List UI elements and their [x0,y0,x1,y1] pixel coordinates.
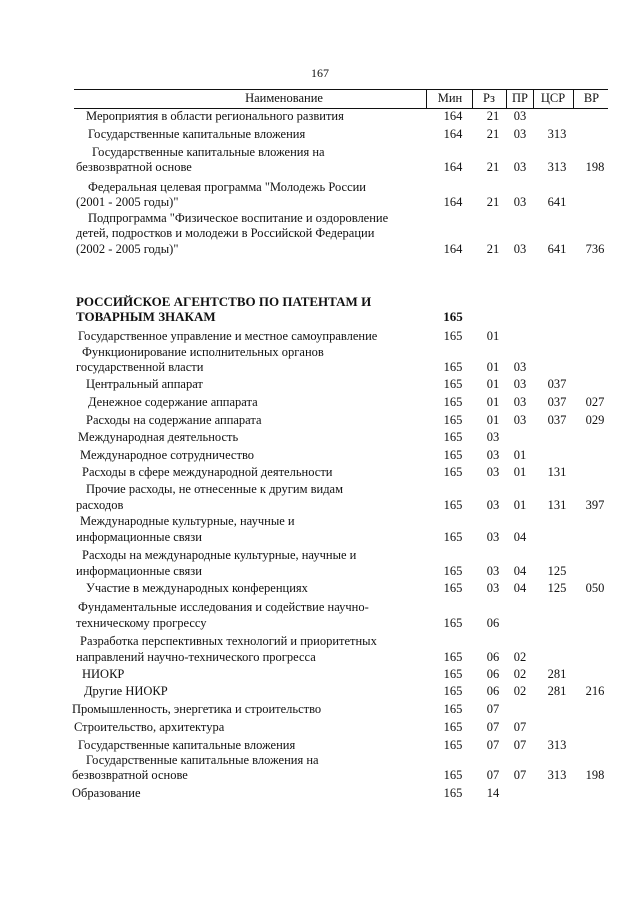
cell-min: 165 [443,430,463,444]
row-name: Промышленность, энергетика и строительство [72,702,322,716]
cell-vr: 397 [585,498,605,512]
cell-rz: 14 [486,786,500,800]
cell-pr: 07 [513,738,527,752]
row-name: Международные культурные, научные и [80,514,295,528]
header-divider [573,90,574,108]
header-pr: ПР [512,91,528,105]
header-vr: ВР [583,91,600,105]
row-name: Государственные капитальные вложения [78,738,296,752]
header-divider [533,90,534,108]
cell-pr: 01 [513,498,527,512]
row-name-cont: (2001 - 2005 годы)" [76,195,179,209]
cell-min: 165 [443,720,463,734]
cell-pr: 07 [513,768,527,782]
cell-vr: 029 [585,413,605,427]
cell-min: 165 [443,702,463,716]
cell-csr: 313 [547,127,567,141]
cell-csr: 125 [547,581,567,595]
header-min: Мин [437,91,463,105]
cell-rz: 06 [486,667,500,681]
cell-min: 165 [443,564,463,578]
cell-rz: 21 [486,109,500,123]
cell-min: 165 [443,360,463,374]
cell-csr: 641 [547,242,567,256]
row-name: Строительство, архитектура [74,720,225,734]
cell-pr: 04 [513,581,527,595]
header-rz: Рз [483,91,495,105]
cell-rz: 03 [486,430,500,444]
cell-csr: 037 [547,413,567,427]
cell-rz: 01 [486,413,500,427]
cell-csr: 131 [547,498,567,512]
cell-csr: 037 [547,395,567,409]
cell-pr: 04 [513,564,527,578]
row-name-cont: детей, подростков и молодежи в Российской Федерации [76,226,375,240]
cell-min: 165 [443,650,463,664]
row-name: Центральный аппарат [86,377,203,391]
row-name: Прочие расходы, не отнесенные к другим видам [86,482,344,496]
cell-rz: 07 [486,768,500,782]
cell-pr: 03 [513,413,527,427]
row-name: Функционирование исполнительных органов [82,345,324,359]
cell-rz: 06 [486,616,500,630]
cell-pr: 03 [513,109,527,123]
cell-min: 165 [443,684,463,698]
cell-min: 164 [443,242,463,256]
section-title: РОССИЙСКОЕ АГЕНТСТВО ПО ПАТЕНТАМ И [76,294,372,309]
cell-pr: 03 [513,242,527,256]
cell-csr: 125 [547,564,567,578]
cell-rz: 07 [486,738,500,752]
cell-csr: 037 [547,377,567,391]
cell-rz: 21 [486,127,500,141]
cell-min: 165 [443,530,463,544]
section-title: ТОВАРНЫМ ЗНАКАМ [76,309,216,324]
table-header [74,89,608,109]
cell-pr: 03 [513,395,527,409]
cell-min: 165 [443,768,463,782]
cell-rz: 21 [486,195,500,209]
row-name-cont: расходов [76,498,124,512]
cell-min: 165 [443,667,463,681]
cell-pr: 02 [513,650,527,664]
cell-min: 165 [443,786,463,800]
cell-vr: 736 [585,242,605,256]
row-name: Государственное управление и местное самоуправление [78,329,378,343]
row-name: Расходы на международные культурные, научные и [82,548,357,562]
cell-rz: 03 [486,581,500,595]
cell-vr: 198 [585,768,605,782]
cell-rz: 06 [486,650,500,664]
row-name-cont: техническому прогрессу [76,616,207,630]
cell-pr: 03 [513,377,527,391]
row-name-cont: безвозвратной основе [76,160,192,174]
cell-min: 165 [443,581,463,595]
header-name: Наименование [245,91,323,105]
row-name: Международное сотрудничество [80,448,255,462]
cell-rz: 01 [486,360,500,374]
row-name: Федеральная целевая программа "Молодежь России [88,180,366,194]
cell-rz: 01 [486,395,500,409]
section-code: 165 [443,309,463,324]
cell-vr: 216 [585,684,605,698]
cell-rz: 03 [486,498,500,512]
cell-pr: 02 [513,684,527,698]
cell-min: 164 [443,127,463,141]
cell-pr: 02 [513,667,527,681]
header-divider [426,90,427,108]
cell-min: 165 [443,395,463,409]
header-csr: ЦСР [540,91,566,105]
cell-pr: 03 [513,127,527,141]
cell-pr: 03 [513,195,527,209]
row-name: Мероприятия в области регионального развития [86,109,344,123]
header-divider [472,90,473,108]
cell-min: 165 [443,448,463,462]
cell-rz: 01 [486,377,500,391]
cell-rz: 03 [486,465,500,479]
cell-pr: 03 [513,360,527,374]
cell-min: 164 [443,195,463,209]
row-name: Фундаментальные исследования и содействие научно- [78,600,369,614]
cell-min: 164 [443,109,463,123]
cell-pr: 07 [513,720,527,734]
cell-pr: 04 [513,530,527,544]
cell-min: 165 [443,465,463,479]
row-name: Расходы в сфере международной деятельности [82,465,333,479]
cell-rz: 01 [486,329,500,343]
cell-min: 165 [443,738,463,752]
cell-csr: 641 [547,195,567,209]
cell-pr: 01 [513,465,527,479]
cell-rz: 03 [486,530,500,544]
cell-rz: 03 [486,564,500,578]
row-name-cont: информационные связи [76,564,202,578]
cell-rz: 21 [486,242,500,256]
row-name: НИОКР [82,667,125,681]
cell-csr: 281 [547,684,567,698]
row-name: Образование [72,786,141,800]
row-name: Расходы на содержание аппарата [86,413,262,427]
row-name: Государственные капитальные вложения на [92,145,325,159]
cell-rz: 21 [486,160,500,174]
row-name: Разработка перспективных технологий и приоритетных [80,634,377,648]
row-name-cont: информационные связи [76,530,202,544]
cell-rz: 07 [486,702,500,716]
cell-rz: 03 [486,448,500,462]
page-number: 167 [311,66,329,80]
row-name-cont: государственной власти [76,360,204,374]
cell-min: 165 [443,498,463,512]
cell-rz: 06 [486,684,500,698]
cell-vr: 198 [585,160,605,174]
row-name: Денежное содержание аппарата [88,395,258,409]
row-name-cont: направлений научно-технического прогресса [76,650,316,664]
cell-pr: 03 [513,160,527,174]
row-name: Участие в международных конференциях [86,581,308,595]
cell-csr: 281 [547,667,567,681]
cell-vr: 050 [585,581,605,595]
cell-min: 165 [443,616,463,630]
cell-csr: 313 [547,768,567,782]
row-name-cont: безвозвратной основе [72,768,188,782]
cell-pr: 01 [513,448,527,462]
row-name: Государственные капитальные вложения [88,127,306,141]
header-divider [506,90,507,108]
row-name: Государственные капитальные вложения на [86,753,319,767]
cell-vr: 027 [585,395,605,409]
cell-min: 165 [443,377,463,391]
cell-min: 164 [443,160,463,174]
cell-csr: 313 [547,738,567,752]
cell-min: 165 [443,413,463,427]
row-name: Международная деятельность [78,430,239,444]
row-name: Подпрограмма "Физическое воспитание и оздоровление [88,211,389,225]
row-name: Другие НИОКР [84,684,168,698]
cell-csr: 313 [547,160,567,174]
cell-rz: 07 [486,720,500,734]
row-name-cont: (2002 - 2005 годы)" [76,242,179,256]
cell-min: 165 [443,329,463,343]
cell-csr: 131 [547,465,567,479]
